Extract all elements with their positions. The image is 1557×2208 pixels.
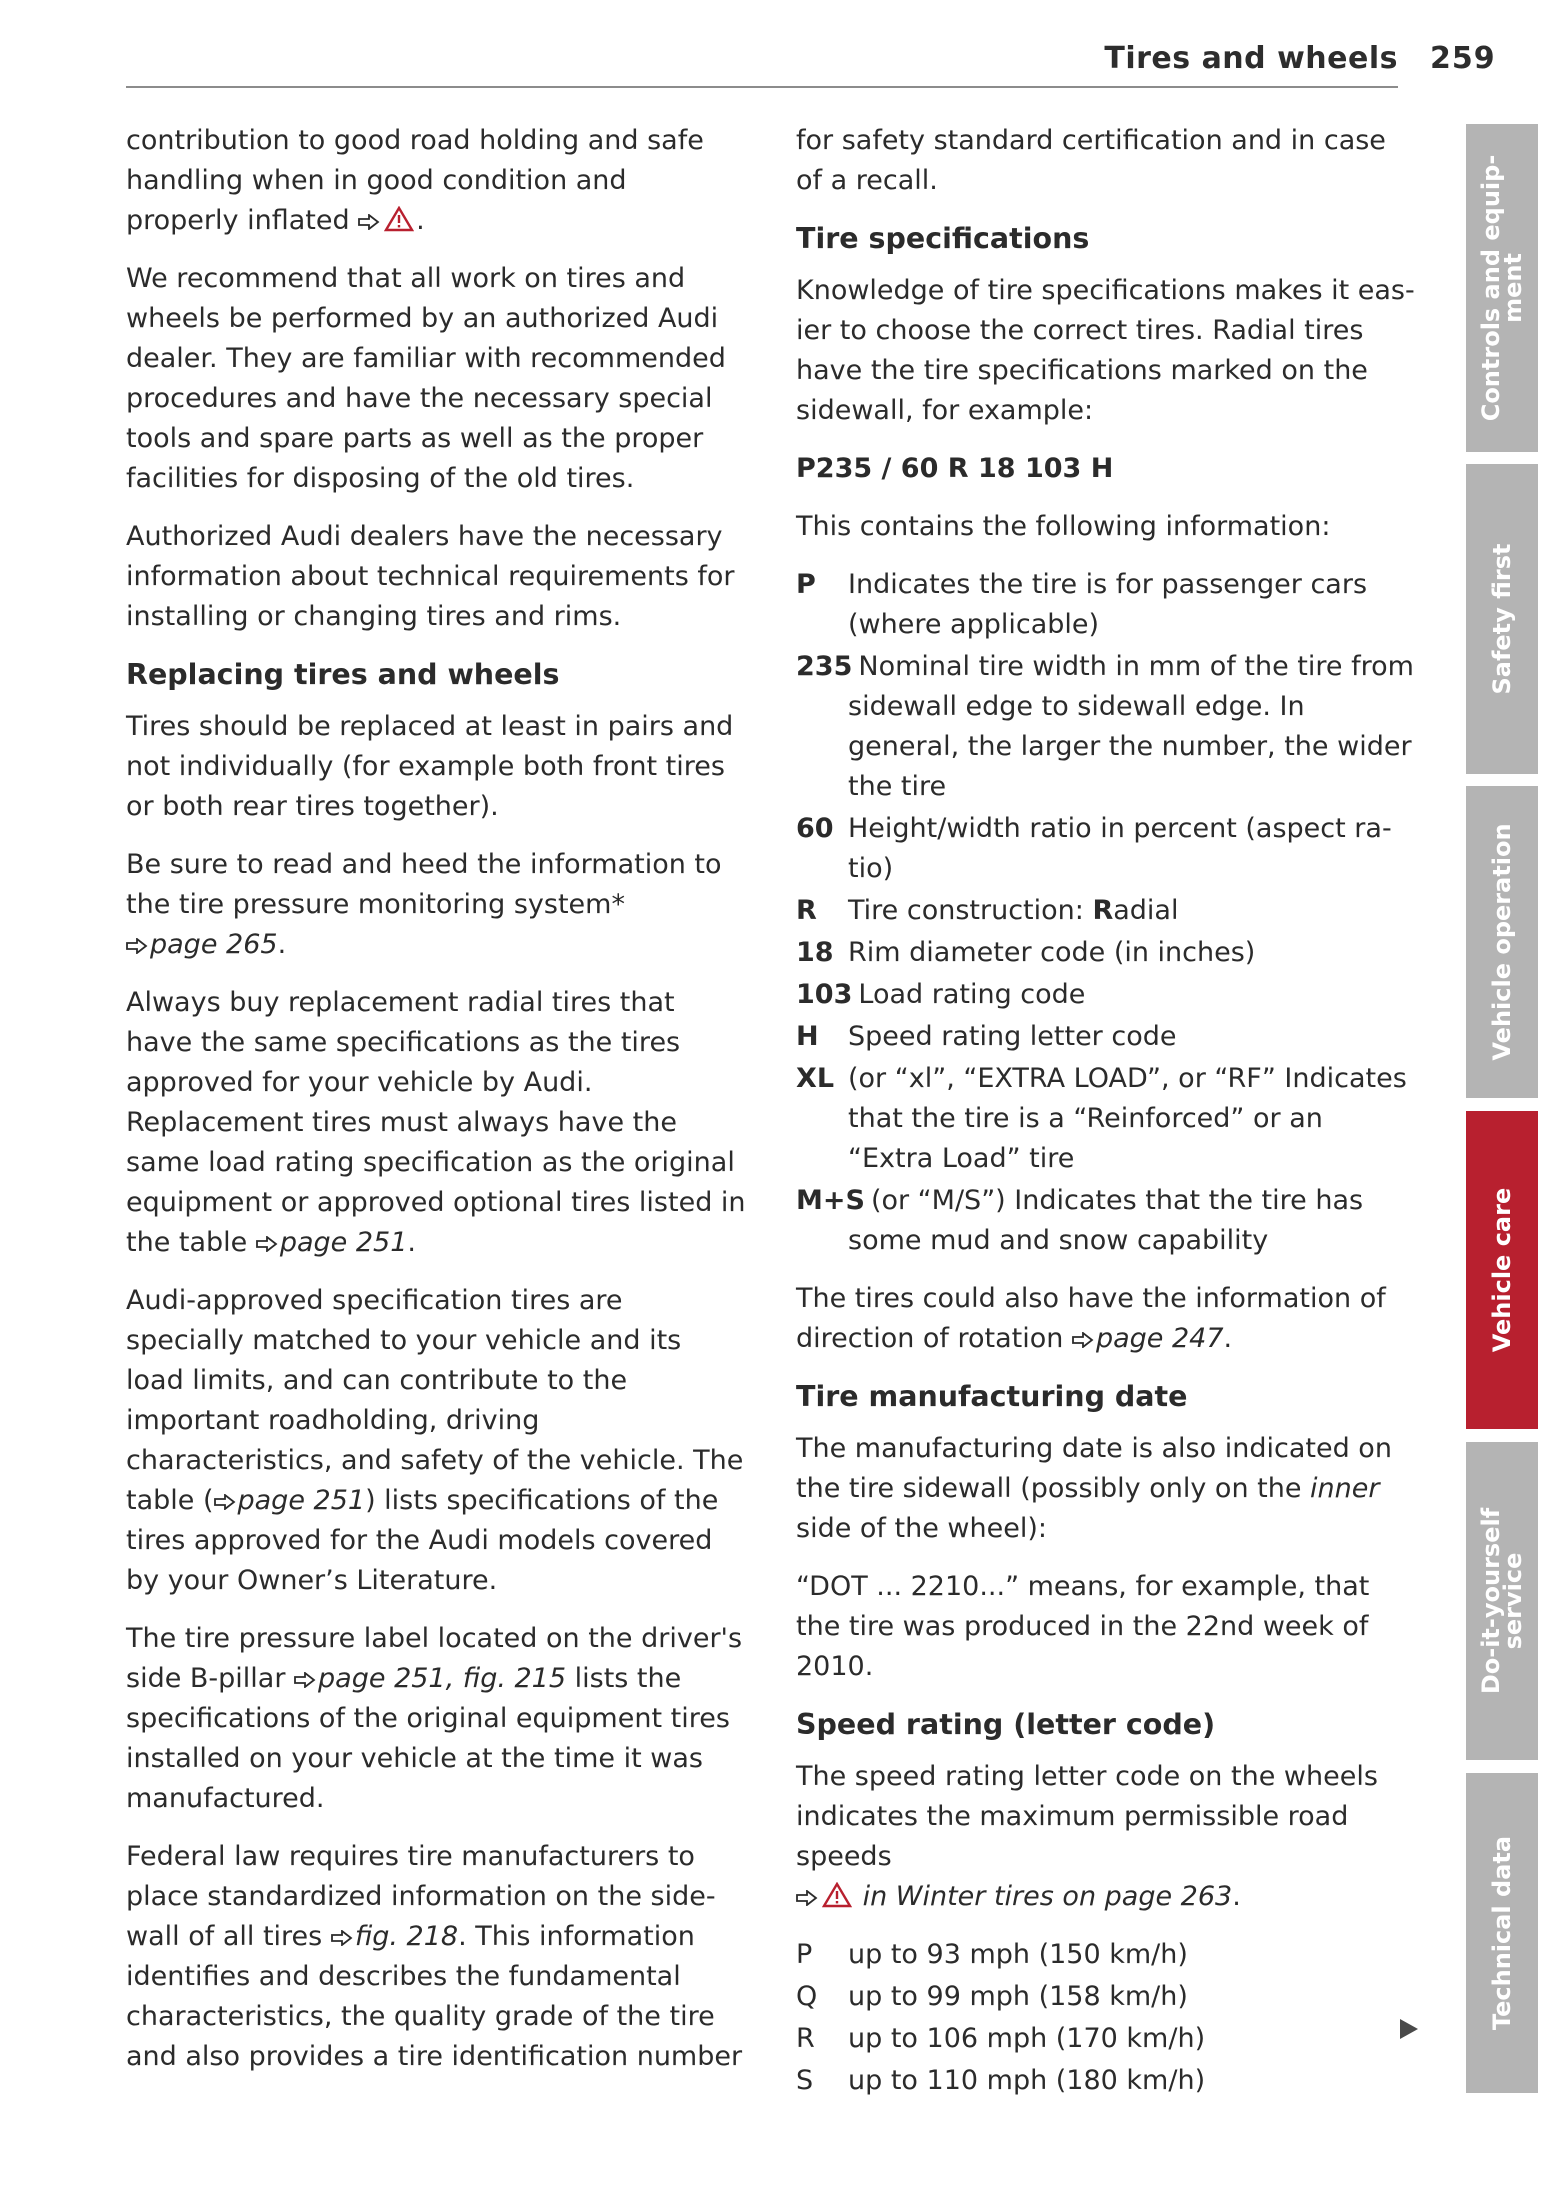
warning-reference-link[interactable]	[796, 1881, 1232, 1912]
tab-label	[1488, 1835, 1516, 2031]
figure-reference-link[interactable]	[331, 1921, 458, 1952]
reference-text[interactable]: page 251	[279, 1227, 408, 1258]
paragraph: Knowledge of tire specifications makes it easier to choose the correct tires. Radial tires have the tire specifications marked on the sidewall, for example:	[796, 275, 1415, 426]
warning-triangle-icon	[822, 1882, 852, 1908]
code-key: R	[796, 895, 817, 926]
tab-controls-and-equipment[interactable]	[1466, 124, 1538, 452]
code-key: 103	[796, 979, 853, 1010]
list-item	[796, 2061, 1416, 2101]
next-page-triangle-icon[interactable]	[1398, 2017, 1420, 2041]
tab-label	[1488, 543, 1516, 695]
text: Always buy replacement radial tires that have the same specifications as the tires approved for your vehicle by Audi. Replacement tires must always have the same load rating specification as the original equipment or approved optional tires listed in the table	[126, 987, 746, 1258]
chapter-title: Tires and wheels	[1104, 41, 1398, 76]
tire-size-example: P235 / 60 R 18 103 H	[796, 453, 1114, 484]
code-description: (or “xl”, “EXTRA LOAD”, or “RF” Indicates that the tire is a “Reinforced” or an “Extra Load” tire	[848, 1063, 1407, 1174]
text: The tires could also have the information of direction of rotation	[796, 1283, 1386, 1354]
text: .	[1232, 1881, 1241, 1912]
code-description: Rim diameter code (in inches)	[848, 937, 1256, 968]
paragraph: We recommend that all work on tires and wheels be performed by an authorized Audi dealer. They are familiar with recommended procedures and have the necessary special tools and spare parts as well as the proper facilities for disposing of the old tires.	[126, 263, 726, 494]
code-key: 235	[796, 651, 853, 682]
tab-label-line: Vehicle operation	[1488, 823, 1516, 1061]
list-item	[796, 1935, 1416, 1975]
code-key: H	[796, 1021, 819, 1052]
arrow-right-outline-icon	[214, 1494, 236, 1510]
page-reference-link[interactable]	[126, 929, 278, 960]
reference-text[interactable]: fig. 218	[354, 1921, 459, 1952]
list-item	[796, 975, 1416, 1015]
tire-code-list	[796, 565, 1416, 1261]
text: .	[277, 929, 287, 960]
text: adial	[1113, 895, 1179, 926]
text: Federal law requires tire manufacturers to place standardized information on the sidewall of all tires	[126, 1841, 716, 1952]
page-reference-link[interactable]	[294, 1663, 566, 1694]
tab-label	[1477, 1507, 1527, 1695]
tab-label	[1488, 823, 1516, 1061]
arrow-right-outline-icon	[1072, 1332, 1094, 1348]
arrow-right-outline-icon	[294, 1672, 316, 1688]
code-key: XL	[796, 1063, 835, 1094]
tab-label-line: Controls and equip-	[1477, 154, 1505, 422]
code-key: P	[796, 569, 816, 600]
page-header	[126, 38, 1398, 88]
text: .	[407, 1227, 417, 1258]
tab-safety-first[interactable]	[1466, 464, 1538, 774]
page-reference-link[interactable]	[1072, 1323, 1224, 1354]
list-item	[796, 891, 1416, 931]
text: contribution to good road holding and safe handling when in good condition and properly inflated	[126, 125, 704, 236]
list-item	[796, 1181, 1416, 1261]
speed-key: Q	[796, 1981, 818, 2012]
list-item	[796, 1059, 1416, 1179]
page-reference-link[interactable]	[256, 1227, 408, 1258]
speed-rating-list	[796, 1935, 1416, 2101]
list-item	[796, 809, 1416, 889]
arrow-right-outline-icon	[256, 1236, 278, 1252]
tab-technical-data[interactable]	[1466, 1773, 1538, 2093]
speed-description: up to 99 mph (158 km/h)	[848, 1981, 1188, 2012]
paragraph	[796, 1757, 1416, 1917]
code-description: Height/width ratio in percent (aspect ratio)	[848, 813, 1392, 884]
paragraph	[796, 1279, 1416, 1359]
reference-text[interactable]: page 251	[237, 1485, 366, 1516]
paragraph	[126, 1281, 746, 1601]
paragraph	[126, 121, 746, 241]
list-item	[796, 647, 1416, 807]
code-key: M+S	[796, 1185, 865, 1216]
arrow-right-outline-icon	[358, 214, 380, 230]
code-description	[848, 895, 1178, 926]
text: side of the wheel):	[796, 1513, 1047, 1544]
text: The speed rating letter code on the wheels indicates the maximum permissible road speeds	[796, 1761, 1378, 1872]
speed-description: up to 106 mph (170 km/h)	[848, 2023, 1206, 2054]
list-item	[796, 1017, 1416, 1057]
speed-key: R	[796, 2023, 815, 2054]
right-column	[796, 121, 1416, 2103]
list-item	[796, 565, 1416, 645]
section-heading: Speed rating (letter code)	[796, 1708, 1216, 1741]
speed-key: S	[796, 2065, 814, 2096]
list-item	[796, 1977, 1416, 2017]
tab-label-line: Do-it-yourself	[1477, 1507, 1505, 1695]
section-heading: Tire specifications	[796, 222, 1090, 255]
tab-do-it-yourself-service[interactable]	[1466, 1442, 1538, 1760]
paragraph	[126, 983, 746, 1263]
code-description: Load rating code	[858, 979, 1086, 1010]
tab-vehicle-care[interactable]	[1466, 1111, 1538, 1429]
emphasis: inner	[1310, 1473, 1380, 1504]
paragraph: for safety standard certification and in case of a recall.	[796, 125, 1386, 196]
warning-triangle-icon	[384, 206, 414, 232]
paragraph: “DOT ... 2210...” means, for example, that the tire was produced in the 22nd week of 2010.	[796, 1571, 1370, 1682]
speed-description: up to 93 mph (150 km/h)	[848, 1939, 1188, 1970]
text: . This information identifies and describes the fundamental characteristics, the quality grade of the tire and also provides a tire identification number	[126, 1921, 743, 2072]
section-heading: Replacing tires and wheels	[126, 658, 560, 691]
arrow-right-outline-icon	[331, 1930, 353, 1946]
tab-label	[1477, 154, 1527, 422]
speed-description: up to 110 mph (180 km/h)	[848, 2065, 1206, 2096]
code-description: (or “M/S”) Indicates that the tire has some mud and snow capability	[848, 1185, 1364, 1256]
tab-label-line: Technical data	[1488, 1835, 1516, 2031]
tab-label-line: Vehicle care	[1488, 1187, 1516, 1353]
bold-letter: R	[1092, 895, 1114, 926]
text: .	[1223, 1323, 1233, 1354]
text: lists the specifications of the original equipment tires installed on your vehicle at the time it was manufactured.	[126, 1663, 730, 1814]
left-column	[126, 121, 746, 2095]
section-heading: Tire manufacturing date	[796, 1380, 1188, 1413]
tab-vehicle-operation[interactable]	[1466, 786, 1538, 1098]
speed-key: P	[796, 1939, 813, 1970]
list-item	[796, 933, 1416, 973]
tab-label-line: ment	[1499, 253, 1527, 323]
text: The tire pressure label located on the driver's side B-pillar	[126, 1623, 743, 1694]
reference-text[interactable]: in Winter tires on page 263	[854, 1881, 1233, 1912]
paragraph: This contains the following information:	[796, 511, 1331, 542]
text: .	[416, 205, 425, 236]
code-description: Indicates the tire is for passenger cars (where applicable)	[848, 569, 1368, 640]
paragraph	[126, 845, 746, 965]
page-number: 259	[1430, 41, 1496, 76]
text: Be sure to read and heed the information to the tire pressure monitoring system*	[126, 849, 722, 920]
paragraph	[126, 1619, 746, 1819]
arrow-right-outline-icon	[126, 938, 148, 954]
code-description: Nominal tire width in mm of the tire from sidewall edge to sidewall edge. In general, the larger the number, the wider the tire	[848, 651, 1414, 802]
text: Tire construction:	[848, 895, 1093, 926]
tab-label-line: service	[1499, 1552, 1527, 1650]
list-item	[796, 2019, 1416, 2059]
page-reference-link[interactable]	[214, 1485, 366, 1516]
code-key: 18	[796, 937, 834, 968]
code-key: 60	[796, 813, 834, 844]
paragraph	[126, 1837, 746, 2077]
paragraph	[796, 1429, 1416, 1549]
arrow-right-outline-icon	[796, 1890, 818, 1906]
code-description: Speed rating letter code	[848, 1021, 1177, 1052]
paragraph: Tires should be replaced at least in pairs and not individually (for example both front tires or both rear tires together).	[126, 711, 734, 822]
reference-text[interactable]: page 251, fig. 215	[318, 1663, 567, 1694]
paragraph: Authorized Audi dealers have the necessary information about technical requirements for installing or changing tires and rims.	[126, 521, 735, 632]
tab-label-line: Safety first	[1488, 543, 1516, 695]
tab-label	[1488, 1187, 1516, 1353]
text: ) lists specifications of the tires approved for the Audi models covered by your Owner’s Literature.	[126, 1485, 719, 1596]
text: Audi-approved specification tires are specially matched to your vehicle and its load limits, and can contribute to the important roadholding, driving characteristics, and safety of the vehicle. The table (	[126, 1285, 744, 1516]
reference-text[interactable]: page 265	[150, 929, 278, 960]
text: The manufacturing date is also indicated on the tire sidewall (possibly only on the	[796, 1433, 1392, 1504]
reference-text[interactable]: page 247	[1095, 1323, 1224, 1354]
